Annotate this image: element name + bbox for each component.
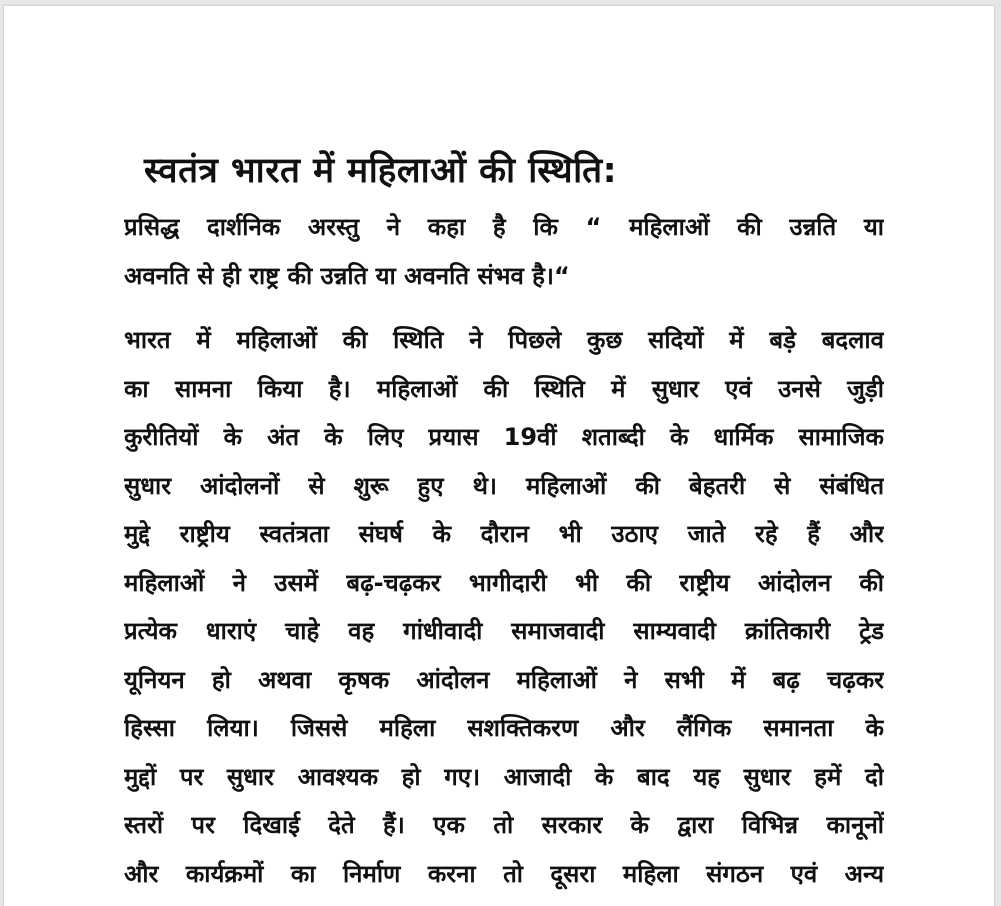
document-title: स्वतंत्र भारत में महिलाओं की स्थिति: <box>144 151 618 191</box>
document-page <box>4 6 994 906</box>
paragraph-line: महिलाओं ने उसमें बढ़-चढ़कर भागीदारी भी की राष्ट्रीय आंदोलन की <box>124 568 884 597</box>
paragraph-line: मुद्दों पर सुधार आवश्यक हो गए। आजादी के बाद यह सुधार हमें दो <box>124 762 884 791</box>
paragraph-line: प्रसिद्ध दार्शनिक अरस्तु ने कहा है कि “ महिलाओं की उन्नति या <box>124 213 884 241</box>
paragraph-line: सुधार आंदोलनों से शुरू हुए थे। महिलाओं की बेहतरी से संबंधित <box>124 471 884 500</box>
paragraph-line: यूनियन हो अथवा कृषक आंदोलन महिलाओं ने सभी में बढ़ चढ़कर <box>124 665 884 694</box>
paragraph-line: भारत में महिलाओं की स्थिति ने पिछले कुछ सदियों में बड़े बदलाव <box>124 326 884 354</box>
paragraph-line: कुरीतियों के अंत के लिए प्रयास 19वीं शताब्दी के धार्मिक सामाजिक <box>124 423 884 451</box>
paragraph-line: मुद्दे राष्ट्रीय स्वतंत्रता संघर्ष के दौरान भी उठाए जाते रहे हैं और <box>124 520 884 548</box>
paragraph-line: अवनति से ही राष्ट्र की उन्नति या अवनति संभव है।“ <box>124 261 570 290</box>
paragraph-line: हिस्सा लिया। जिससे महिला सशक्तिकरण और लैंगिक समानता के <box>124 714 884 742</box>
body-paragraph <box>124 316 884 898</box>
paragraph-line: और कार्यक्रमों का निर्माण करना तो दूसरा महिला संगठन एवं अन्य <box>124 859 884 888</box>
paragraph-line: का सामना किया है। महिलाओं की स्थिति में सुधार एवं उनसे जुड़ी <box>124 374 884 403</box>
paragraph-line: प्रत्येक धाराएं चाहे वह गांधीवादी समाजवादी साम्यवादी क्रांतिकारी ट्रेड <box>124 617 884 645</box>
quote-paragraph <box>124 203 884 300</box>
paragraph-line: स्तरों पर दिखाई देते हैं। एक तो सरकार के द्वारा विभिन्न कानूनों <box>124 811 884 839</box>
